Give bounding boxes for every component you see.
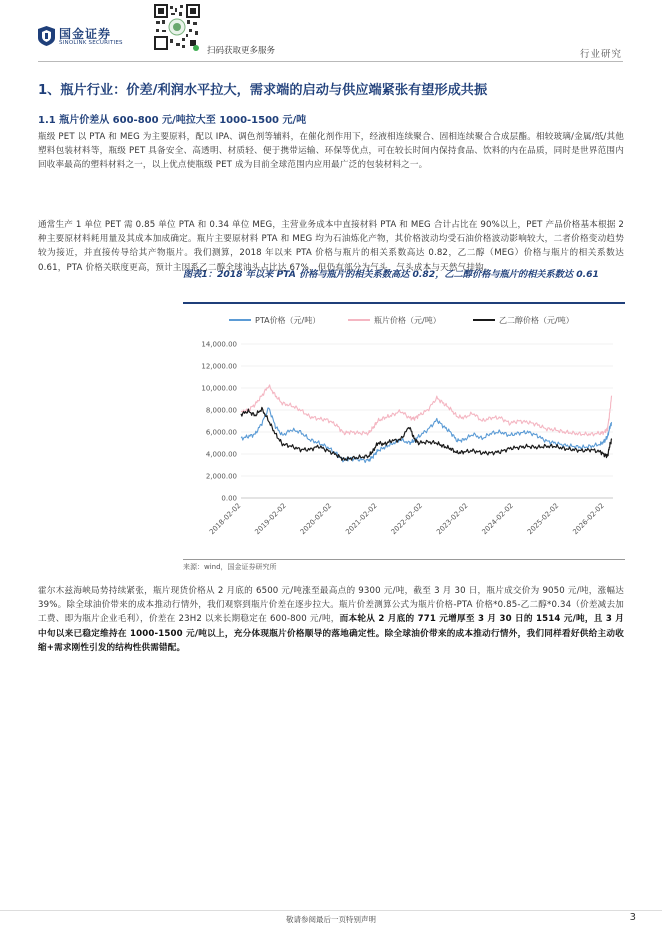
x-tick-label-5: 2023-02-02 — [435, 501, 470, 537]
x-tick-label-0: 2018-02-02 — [207, 501, 243, 537]
y-tick-label-6: 12,000.00 — [201, 362, 237, 371]
chart-legend — [229, 315, 574, 325]
price-line-chart — [183, 306, 625, 556]
page-header — [0, 0, 662, 60]
report-category: 行业研究 — [579, 49, 622, 60]
paragraph-intro: 瓶级 PET 以 PTA 和 MEG 为主要原料，配以 IPA、调色剂等辅料，在催化剂作用下，经液相连续聚合、固相连续聚合合成层酯。相较玻璃/金属/纸/其他塑料包装材料等，瓶级 PET 具备安全、高透明、材质轻、便于携带运输、环保等优点，可在较长时间内保持食品、饮料的内在品质，同时是世界范围内回收率最高的塑料材料之一，以上优点使瓶级 PET 成为目前全球范围内应用最广泛的包装材料之一。 — [38, 132, 624, 171]
page-number: 3 — [629, 912, 636, 923]
x-tick-label-2: 2020-02-02 — [298, 501, 334, 537]
y-tick-label-0: 0.00 — [221, 494, 237, 503]
logo-name-cn: 国金证券 — [59, 27, 112, 41]
x-tick-label-7: 2025-02-02 — [525, 501, 561, 537]
paragraph-price-spread-bold: 而本轮从 2 月底的 771 元增厚至 3 月 30 日的 1514 元/吨，且 3 月中旬以来已稳定维持在 1000-1500 元/吨以上，充分体现瓶片价格顺导的落地确定性。除全球油价带来的成本推动行情外，我们同样看好供给主动收缩+需求刚性引发的结构性供需错配。 — [38, 614, 624, 653]
y-tick-label-3: 6,000.00 — [205, 428, 237, 437]
logo-mark-icon — [38, 26, 55, 46]
figure-title: 图表1：2018 年以来 PTA 价格与瓶片的相关系数高达 0.82，乙二醇价格与瓶片的相关系数达 0.61 — [183, 269, 599, 280]
y-tick-label-2: 4,000.00 — [205, 450, 237, 459]
y-axis-ticks — [201, 341, 237, 503]
y-tick-label-4: 8,000.00 — [205, 406, 237, 415]
y-tick-label-1: 2,000.00 — [205, 472, 237, 481]
paragraph-price-spread — [38, 584, 624, 655]
legend-label-0: PTA价格（元/吨） — [255, 316, 321, 325]
chart-gridlines — [241, 344, 613, 498]
y-tick-label-5: 10,000.00 — [201, 384, 237, 393]
subsection-heading: 1.1 瓶片价差从 600-800 元/吨拉大至 1000-1500 元/吨 — [38, 115, 307, 126]
disclaimer-note[interactable]: 敬请参阅最后一页特别声明 — [286, 915, 376, 924]
paragraph-cost-structure: 通常生产 1 单位 PET 需 0.85 单位 PTA 和 0.34 单位 MEG，主营业务成本中直接材料 PTA 和 MEG 合计占比在 90%以上，PET 产品价格基本根据 2 种主要原材料耗用量及其成本加成确定。瓶片主要原材料 PTA 和 MEG 均为石油炼化产物，其价格波动均受石油价格波动影响较大，二者价格变动趋势较为接近，并直接传导给其产物瓶片。我们测算，2018 年以来 PTA 价格与瓶片的相关系数高达 0.82，乙二醇（MEG）价格与瓶片的相关系数达 0.61，PTA 价格关联度更高，预计主因系乙二醇全球油头占比达 67%，但仍有部分为气头，气头成本与天然气挂钩。 — [38, 220, 624, 273]
y-tick-label-7: 14,000.00 — [201, 340, 237, 349]
x-tick-label-1: 2019-02-02 — [253, 501, 288, 537]
paragraph-price-spread-normal: 霍尔木兹海峡局势持续紧张，瓶片现货价格从 2 月底的 6500 元/吨涨至最高点的 9300 元/吨，截至 3 月 30 日，瓶片成交价为 9050 元/吨，涨幅达 39%。除全球油价带来的成本推动行情外，我们观察到瓶片价差在逐步拉大。瓶片价差测算公式为瓶片价格-PTA 价格*0.85-乙二醇*0.34（价差减去加工费、即为瓶片企业毛利），价差在 23H2 以来长期稳定在 600-800 元/吨， — [38, 586, 625, 625]
qr-code-icon[interactable] — [153, 3, 201, 51]
company-logo — [38, 24, 138, 50]
header-divider — [38, 61, 623, 62]
figure-bottom-rule — [183, 559, 625, 560]
figure-title-rule — [183, 302, 625, 304]
x-axis-ticks — [208, 502, 606, 536]
x-tick-label-8: 2026-02-02 — [571, 501, 606, 537]
x-tick-label-3: 2021-02-02 — [344, 501, 379, 537]
chart-series — [241, 385, 612, 463]
section-heading: 1、瓶片行业：价差/利润水平拉大，需求端的启动与供应端紧张有望形成共振 — [38, 83, 488, 98]
x-tick-label-6: 2024-02-02 — [480, 501, 515, 537]
logo-name-en: SINOLINK SECURITIES — [59, 40, 123, 46]
series-line-1 — [241, 385, 612, 436]
legend-label-1: 瓶片价格（元/吨） — [374, 316, 441, 325]
figure-source: 来源：wind，国金证券研究所 — [183, 563, 277, 571]
series-line-2 — [241, 407, 612, 460]
qr-caption: 扫码获取更多服务 — [207, 46, 276, 56]
x-tick-label-4: 2022-02-02 — [389, 501, 425, 537]
footer-divider — [0, 910, 662, 911]
series-line-0 — [241, 408, 612, 462]
legend-label-2: 乙二醇价格（元/吨） — [499, 316, 574, 325]
